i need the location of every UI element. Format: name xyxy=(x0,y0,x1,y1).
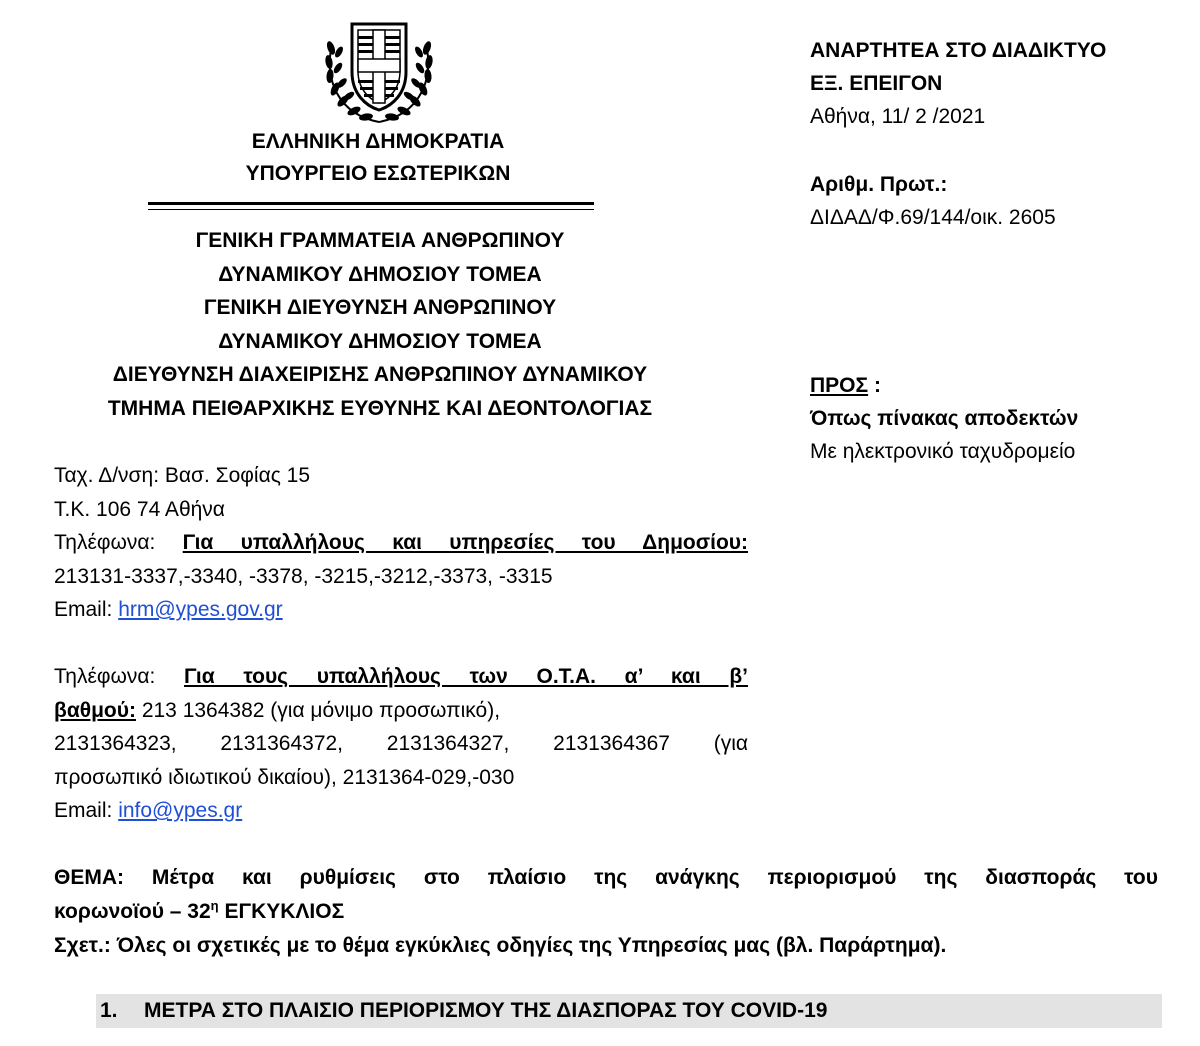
subject-line: ΘΕΜΑ: Μέτρα και ρυθμίσεις στο πλαίσιο της ανάγκης περιορισμού της διασποράς του xyxy=(54,866,1158,889)
contact-block xyxy=(54,459,748,627)
subject-text: κορωνοϊού – 32 xyxy=(54,900,211,923)
header-right-top xyxy=(810,34,1106,133)
protocol-label: Αριθμ. Πρωτ.: xyxy=(810,173,948,196)
department-line: ΓΕΝΙΚΗ ΓΡΑΜΜΑΤΕΙΑ ΑΝΘΡΩΠΙΝΟΥ xyxy=(195,229,565,252)
department-line: ΤΜΗΜΑ ΠΕΙΘΑΡΧΙΚΗΣ ΕΥΘΥΝΗΣ ΚΑΙ ΔΕΟΝΤΟΛΟΓΙΑΣ xyxy=(107,396,653,420)
to-colon: : xyxy=(868,374,881,397)
urgency-notice: ΕΞ. ΕΠΕΙΓΟΝ xyxy=(810,72,943,95)
ministry-name: ΥΠΟΥΡΓΕΙΟ ΕΣΩΤΕΡΙΚΩΝ xyxy=(245,162,511,185)
ota-phone-numbers: 2131364323, 2131364372, 2131364327, 2131364367 (για xyxy=(54,732,748,755)
ota-email-link[interactable]: info@ypes.gr xyxy=(118,799,243,822)
department-line: ΓΕΝΙΚΗ ΔΙΕΥΘΥΝΣΗ ΑΝΘΡΩΠΙΝΟΥ xyxy=(203,296,557,319)
ordinal-superscript: η xyxy=(210,898,219,913)
recipients-block xyxy=(810,369,1078,468)
ota-private-phones: προσωπικό ιδιωτικού δικαίου), 2131364-029,-030 xyxy=(54,765,515,789)
coat-of-arms-emblem xyxy=(318,10,440,128)
organization-name: ΕΛΛΗΝΙΚΗ ΔΗΜΟΚΡΑΤΙΑ xyxy=(251,130,505,153)
greek-coat-of-arms-icon xyxy=(318,10,440,128)
ota-heading-continued: βαθμού: xyxy=(54,698,136,722)
header-divider-thick xyxy=(148,202,594,205)
department-block xyxy=(50,224,710,425)
subject-block xyxy=(54,861,1158,963)
recipients-text: Όπως πίνακας αποδεκτών xyxy=(810,407,1079,430)
phones-heading-row xyxy=(54,526,748,560)
ota-contact-block xyxy=(54,660,748,828)
organization-block xyxy=(150,126,606,190)
ota-heading: Για τους υπαλλήλους των Ο.Τ.Α. α’ και β’ xyxy=(183,665,748,688)
subject-line-continued xyxy=(54,895,1158,929)
ota-email-label: Email: xyxy=(54,799,119,822)
protocol-block xyxy=(810,168,1056,234)
delivery-method: Με ηλεκτρονικό ταχυδρομείο xyxy=(810,440,1076,463)
email-label: Email: xyxy=(54,598,119,621)
phones-heading: Για υπαλλήλους και υπηρεσίες του Δημοσίου: xyxy=(182,531,749,554)
ota-heading-row xyxy=(54,660,748,694)
reference-line: Σχετ.: Όλες οι σχετικές με το θέμα εγκύκλιες οδηγίες της Υπηρεσίας μας (βλ. Παράρτημα). xyxy=(54,934,947,957)
subject-circular: ΕΓΚΥΚΛΙΟΣ xyxy=(218,900,345,923)
header-divider-thin xyxy=(148,209,594,210)
document-date: Αθήνα, 11/ 2 /2021 xyxy=(810,105,986,128)
phones-label: Τηλέφωνα: xyxy=(54,531,183,554)
section-title: ΜΕΤΡΑ ΣΤΟ ΠΛΑΙΣΙΟ ΠΕΡΙΟΡΙΣΜΟΥ ΤΗΣ ΔΙΑΣΠΟΡΑΣ ΤΟΥ COVID-19 xyxy=(144,999,828,1022)
email-link[interactable]: hrm@ypes.gov.gr xyxy=(118,598,283,621)
postal-address: Ταχ. Δ/νση: Βασ. Σοφίας 15 xyxy=(54,464,311,487)
section-number: 1. xyxy=(100,999,118,1022)
ota-phones-label: Τηλέφωνα: xyxy=(54,665,184,688)
section-heading xyxy=(96,994,1162,1028)
department-line: ΔΥΝΑΜΙΚΟΥ ΔΗΜΟΣΙΟΥ ΤΟΜΕΑ xyxy=(218,262,542,286)
ota-permanent-phone: 213 1364382 (για μόνιμο προσωπικό), xyxy=(135,698,501,722)
posting-notice: ΑΝΑΡΤΗΤΕΑ ΣΤΟ ΔΙΑΔΙΚΤΥΟ xyxy=(810,39,1107,62)
phone-numbers: 213131-3337,-3340, -3378, -3215,-3212,-3373, -3315 xyxy=(54,564,553,588)
postal-code: Τ.Κ. 106 74 Αθήνα xyxy=(54,497,225,521)
protocol-number: ΔΙΔΑΔ/Φ.69/144/οικ. 2605 xyxy=(810,206,1056,229)
department-line: ΔΥΝΑΜΙΚΟΥ ΔΗΜΟΣΙΟΥ ΤΟΜΕΑ xyxy=(218,329,542,353)
department-line: ΔΙΕΥΘΥΝΣΗ ΔΙΑΧΕΙΡΙΣΗΣ ΑΝΘΡΩΠΙΝΟΥ ΔΥΝΑΜΙΚΟΥ xyxy=(112,363,648,386)
to-label: ΠΡΟΣ xyxy=(810,374,869,397)
